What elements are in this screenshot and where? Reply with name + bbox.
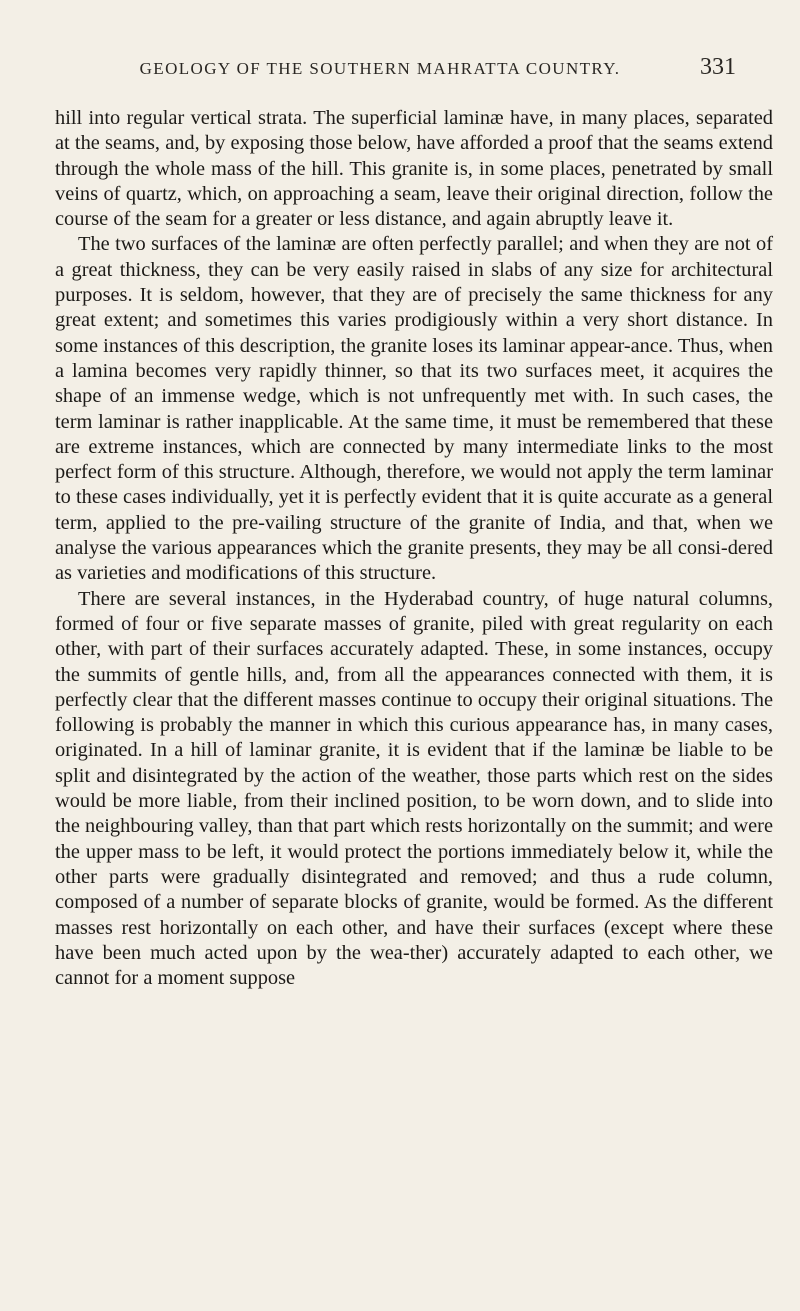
running-title: GEOLOGY OF THE SOUTHERN MAHRATTA COUNTRY. — [139, 59, 621, 78]
paragraph-natural-columns: There are several instances, in the Hyderabad country, of huge natural columns, formed of four or five separate masses of granite, piled with great regularity on each other, with part of their surfaces accurately adapted. These, in some instances, occupy the summits of gentle hills, and, from all the appearances connected with them, it is perfectly clear that the different masses continue to occupy their original situations. The following is probably the manner in which this curious appearance has, in many cases, originated. In a hill of laminar granite, it is evident that if the laminæ be liable to be split and disintegrated by the action of the weather, those parts which rest on the sides would be more liable, from their inclined position, to be worn down, and to slide into the neighbouring valley, than that part which rests horizontally on the summit; and were the upper mass to be left, it would protect the portions immediately below it, while the other parts were gradually disintegrated and removed; and thus a rude column, composed of a number of separate blocks of granite, would be formed. As the different masses rest horizontally on each other, and have their surfaces (except where these have been much acted upon by the wea-ther) accurately adapted to each other, we cannot for a moment suppose — [55, 587, 773, 990]
body-text — [55, 106, 773, 991]
page-number: 331 — [700, 54, 736, 80]
paragraph-continued: hill into regular vertical strata. The superficial laminæ have, in many places, separated at the seams, and, by exposing those below, have afforded a proof that the seams extend through the whole mass of the hill. This granite is, in some places, penetrated by small veins of quartz, which, on approaching a seam, leave their original direction, follow the course of the seam for a greater or less distance, and again abruptly leave it. — [55, 107, 773, 231]
paragraph-laminae-surfaces: The two surfaces of the laminæ are often perfectly parallel; and when they are not of a great thickness, they can be very easily raised in slabs of any size for architectural purposes. It is seldom, however, that they are of precisely the same thickness for any great extent; and sometimes this varies prodigiously within a very short distance. In some instances of this description, the granite loses its laminar appear-ance. Thus, when a lamina becomes very rapidly thinner, so that its two surfaces meet, it acquires the shape of an immense wedge, which is not unfrequently met with. In such cases, the term laminar is rather inapplicable. At the same time, it must be remembered that these are extreme instances, which are connected by many intermediate links to the most perfect form of this structure. Although, therefore, we would not apply the term laminar to these cases individually, yet it is perfectly evident that it is quite accurate as a general term, applied to the pre-vailing structure of the granite of India, and that, when we analyse the various appearances which the granite presents, they may be all consi-dered as varieties and modifications of this structure. — [55, 233, 773, 585]
